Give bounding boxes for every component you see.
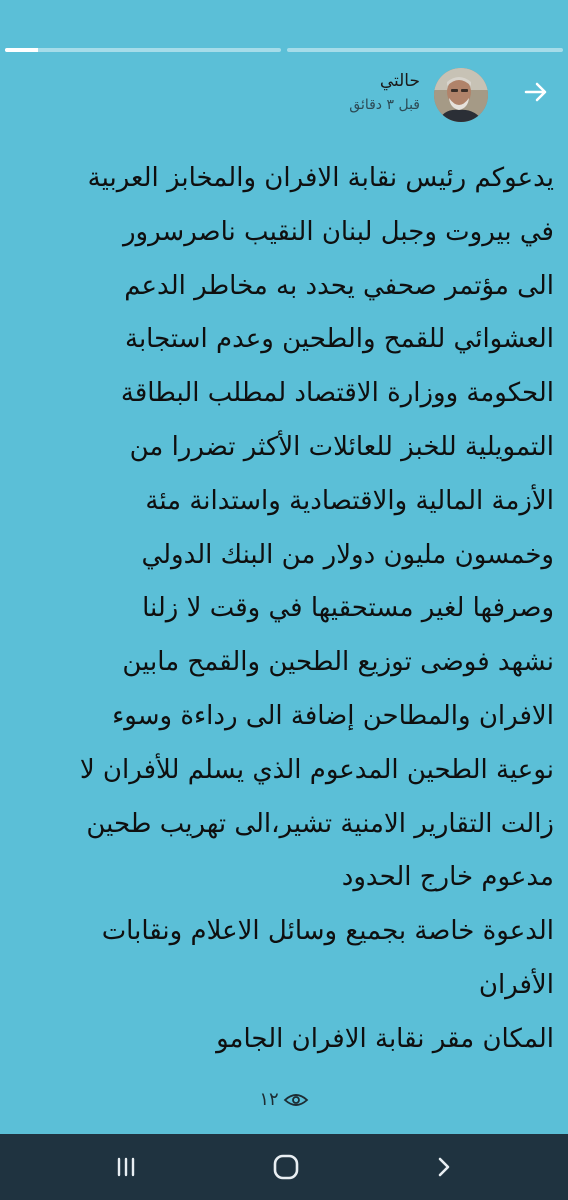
arrow-right-icon [518, 74, 554, 110]
home-icon [272, 1153, 300, 1181]
home-button[interactable] [262, 1146, 310, 1188]
story-text-line: الى مؤتمر صحفي يحدد به مخاطر الدعم [124, 270, 554, 301]
story-text-line: الدعوة خاصة بجميع وسائل الاعلام ونقابات [101, 916, 554, 947]
story-progress-bar [5, 48, 563, 52]
recent-apps-button[interactable] [102, 1146, 150, 1188]
story-text-line: نوعية الطحين المدعوم الذي يسلم للأفران لا [79, 754, 554, 785]
avatar[interactable] [434, 68, 488, 122]
back-button[interactable] [518, 74, 554, 110]
story-text-line: العشوائي للقمح والطحين وعدم استجابة [125, 324, 554, 355]
author-info [349, 70, 420, 115]
story-text-line: وخمسون مليون دولار من البنك الدولي [141, 539, 554, 570]
story-text-line: الأفران [478, 969, 554, 1000]
author-name: حالتي [379, 71, 420, 91]
story-text-line: الحكومة ووزارة الاقتصاد لمطلب البطاقة [120, 378, 554, 409]
story-text-line: الافران والمطاحن إضافة الى رداءة وسوء [112, 700, 554, 731]
progress-segment-next [287, 48, 563, 52]
back-chevron-icon [432, 1155, 456, 1179]
story-text-line: زالت التقارير الامنية تشير،الى تهريب طحين [86, 808, 554, 839]
progress-fill [5, 48, 38, 52]
back-nav-button[interactable] [420, 1146, 468, 1188]
story-text-line: الأزمة المالية والاقتصادية واستدانة مئة [145, 485, 554, 516]
story-text-line: التمويلية للخبز للعائلات الأكثر تضررا من [129, 431, 554, 462]
story-text [10, 152, 554, 1067]
post-time: قبل ٣ دقائق [349, 97, 420, 113]
progress-segment-current [5, 48, 281, 52]
system-nav-bar [0, 1134, 568, 1200]
story-header [0, 62, 568, 122]
story-text-line: وصرفها لغير مستحقيها في وقت لا زلنا [142, 593, 554, 624]
story-text-line: نشهد فوضى توزيع الطحين والقمح مابين [122, 647, 554, 678]
story-text-line: المكان مقر نقابة الافران الجامو [216, 1023, 554, 1054]
avatar-image [434, 68, 488, 122]
eye-icon [283, 1092, 309, 1108]
views-count: ١٢ [259, 1089, 279, 1110]
story-text-line: في بيروت وجبل لبنان النقيب ناصرسرور [122, 216, 554, 247]
recent-apps-icon [114, 1155, 138, 1179]
story-text-line: يدعوكم رئيس نقابة الافران والمخابز العربية [87, 163, 554, 193]
view-count[interactable] [0, 1089, 568, 1110]
story-text-line: مدعوم خارج الحدود [341, 862, 554, 893]
